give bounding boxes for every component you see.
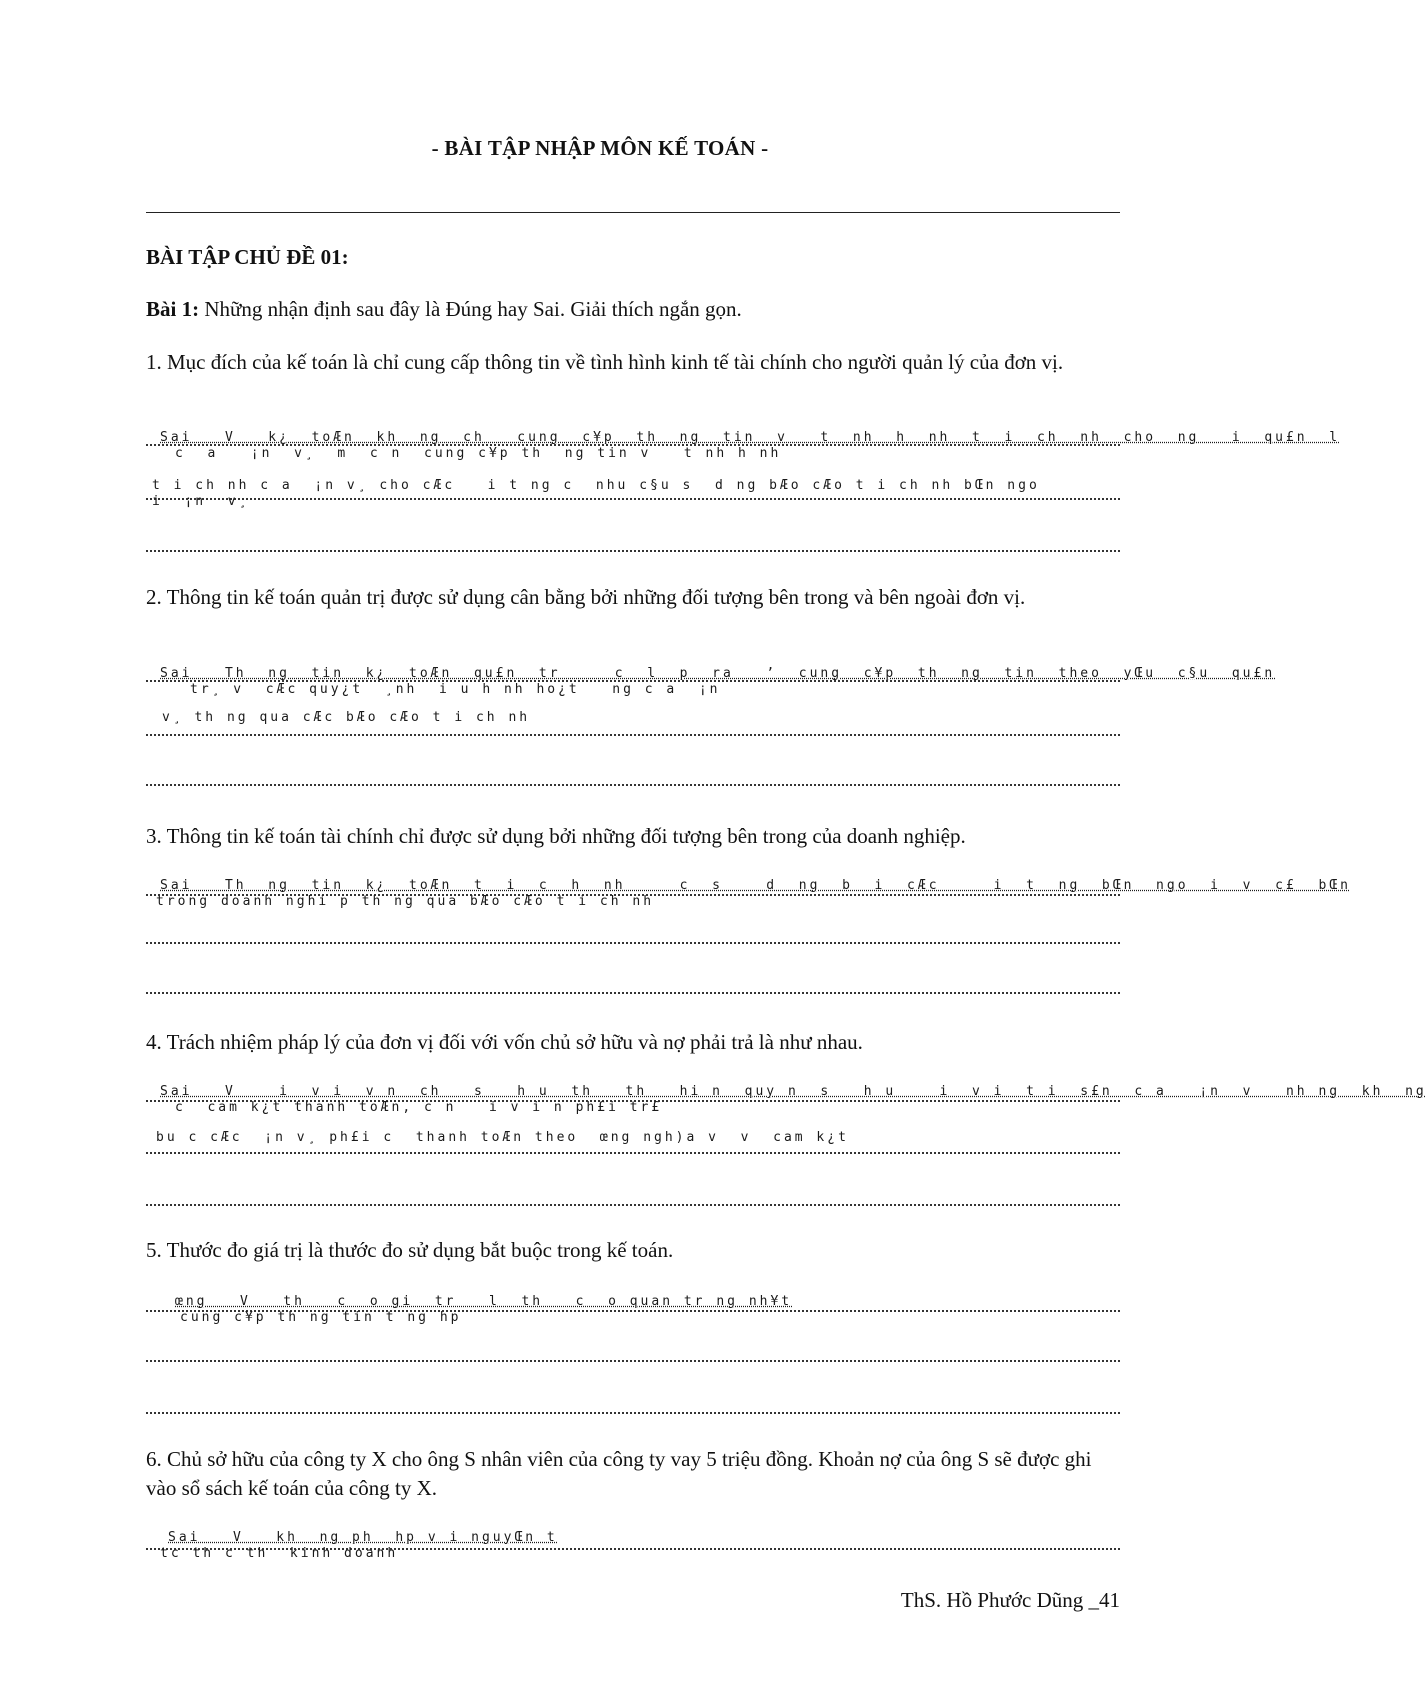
answer-2-line-1: Sai Th ng tin k¿ toÆn qu£n tr c l p ra ’ cung c¥p th ng tin theo yŒu c§u qu£n — [160, 666, 1276, 681]
question-5: 5. Thước đo giá trị là thước đo sử dụng bắt buộc trong kế toán. — [146, 1238, 674, 1262]
answer-1-line-3: t i ch nh c a ¡n v¸ cho cÆc i t ng c nhu c§u s d ng bÆo cÆo t i ch nh bŒn ngo — [152, 478, 1040, 493]
answer-4-line-1: Sai V i v i v n ch s h u th th hi n quy n s h u i v i t i s£n c a ¡n v nh ng kh ng — [160, 1084, 1427, 1099]
exercise-instruction: Những nhận định sau đây là Đúng hay Sai. Giải thích ngắn gọn. — [199, 297, 742, 321]
question-3: 3. Thông tin kế toán tài chính chỉ được sử dụng bởi những đối tượng bên trong của doanh nghiệp. — [146, 824, 966, 848]
section-heading: BÀI TẬP CHỦ ĐỀ 01: — [146, 245, 349, 269]
exercise-label: Bài 1: — [146, 297, 200, 321]
question-2: 2. Thông tin kế toán quản trị được sử dụng cân bằng bởi những đối tượng bên trong và bên ngoài đơn vị. — [146, 585, 1026, 609]
title-divider — [146, 212, 1120, 213]
answer-1-line-4: i ¡n v¸ — [152, 494, 250, 509]
answer-2-line-3: v¸ th ng qua cÆc bÆo cÆo t i ch nh — [162, 710, 531, 725]
answer-2-line-2: tr¸ v cÆc quy¿t ¸nh i u h nh ho¿t ng c a ¡n — [190, 682, 721, 697]
answer-1-line-1: Sai V k¿ toÆn kh ng ch cung c¥p th ng tin v t nh h nh t i ch nh cho ng i qu£n l — [160, 430, 1341, 445]
question-4: 4. Trách nhiệm pháp lý của đơn vị đối với vốn chủ sở hữu và nợ phải trả là như nhau. — [146, 1030, 863, 1054]
answer-dotted-line — [146, 776, 1120, 786]
answer-6-line-2: tc th c th kinh doanh — [160, 1546, 399, 1561]
answer-3-line-1: Sai Th ng tin k¿ toÆn t i c h nh c s d ng b i cÆc i t ng bŒn ngo i v c£ bŒn — [160, 878, 1351, 893]
exercise-intro — [146, 297, 742, 322]
answer-5-line-1: œng V th c o gi tr l th c o quan tr ng nh¥t — [175, 1294, 793, 1309]
answer-dotted-line — [146, 1196, 1120, 1206]
answer-dotted-line — [146, 726, 1120, 736]
answer-4-line-3: bu c cÆc ¡n v¸ ph£i c thanh toÆn theo œng ngh)a v v cam k¿t — [156, 1130, 849, 1145]
question-1: 1. Mục đích của kế toán là chỉ cung cấp thông tin về tình hình kinh tế tài chính cho người quản lý của đơn vị. — [146, 350, 1064, 374]
answer-5-line-2: cung c¥p th ng tin t ng hp — [180, 1310, 462, 1325]
answer-dotted-line — [146, 542, 1120, 552]
answer-dotted-line — [146, 1144, 1120, 1154]
answer-dotted-line — [146, 934, 1120, 944]
answer-3-line-2: trong doanh nghi p th ng qua bÆo cÆo t i ch nh — [156, 894, 655, 909]
answer-4-line-2: c cam k¿t thanh toÆn, c n i v i n ph£i tr£ — [175, 1100, 663, 1115]
answer-6-line-1: Sai V kh ng ph hp v i nguyŒn t — [168, 1530, 558, 1545]
answer-1-line-2: c a ¡n v¸ m c n cung c¥p th ng tin v t nh h nh — [175, 446, 782, 461]
page-title: - BÀI TẬP NHẬP MÔN KẾ TOÁN - — [431, 136, 769, 160]
answer-dotted-line — [146, 984, 1120, 994]
answer-dotted-line — [146, 1352, 1120, 1362]
question-6: 6. Chủ sở hữu của công ty X cho ông S nhân viên của công ty vay 5 triệu đồng. Khoản nợ của ông S sẽ được ghi vào sổ sách kế toán của công ty X. — [146, 1447, 1092, 1500]
answer-dotted-line — [146, 1404, 1120, 1414]
page-footer: ThS. Hồ Phước Dũng _41 — [900, 1588, 1120, 1612]
